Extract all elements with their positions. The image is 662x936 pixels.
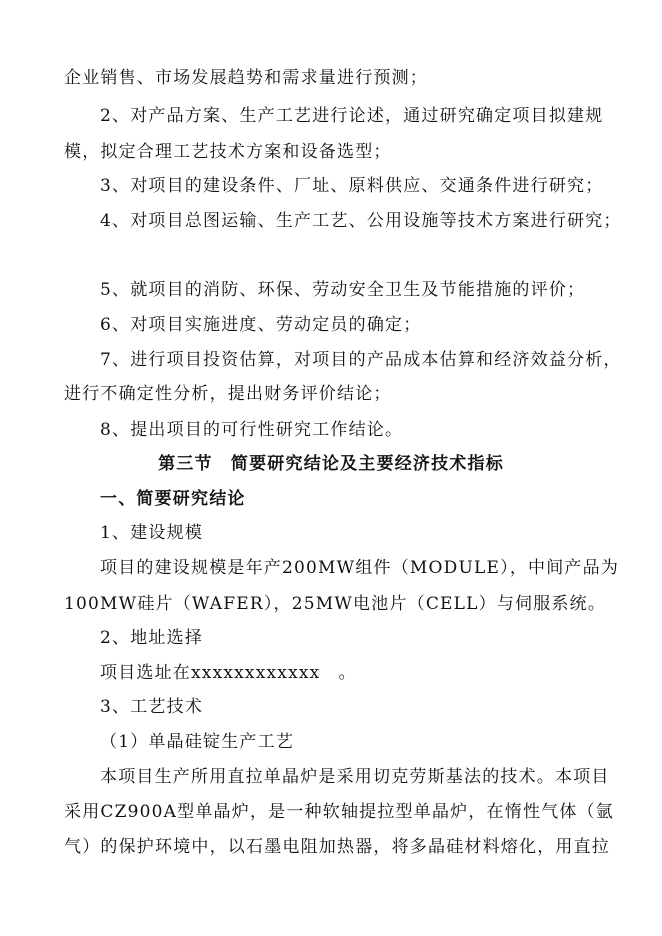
- text-line: 100MW硅片（WAFER），25MW电池片（CELL）与伺服系统。: [64, 594, 607, 614]
- text-line: 3、对项目的建设条件、厂址、原料供应、交通条件进行研究；: [100, 176, 604, 196]
- text-line: 模，拟定合理工艺技术方案和设备选型；: [64, 142, 392, 162]
- text-line: 2、地址选择: [100, 628, 204, 648]
- text-line: 4、对项目总图运输、生产工艺、公用设施等技术方案进行研究；: [100, 211, 622, 231]
- text-line: 8、提出项目的可行性研究工作结论。: [100, 420, 404, 440]
- text-line: 进行不确定性分析，提出财务评价结论；: [64, 384, 392, 404]
- text-line: （1）单晶硅锭生产工艺: [100, 732, 295, 752]
- text-line: 1、建设规模: [100, 523, 204, 543]
- text-line: 项目的建设规模是年产200MW组件（MODULE），中间产品为: [100, 558, 620, 578]
- subsection-title: 一、简要研究结论: [100, 489, 246, 509]
- section-title: 第三节 简要研究结论及主要经济技术指标: [158, 454, 504, 474]
- text-line: 气）的保护环境中，以石墨电阻加热器，将多晶硅材料熔化，用直拉: [64, 837, 610, 857]
- text-line: 7、进行项目投资估算，对项目的产品成本估算和经济效益分析，: [100, 350, 622, 370]
- text-line: 本项目生产所用直拉单晶炉是采用切克劳斯基法的技术。本项目: [100, 767, 610, 787]
- text-line: 6、对项目实施进度、劳动定员的确定；: [100, 315, 422, 335]
- text-line: 采用CZ900A型单晶炉，是一种软轴提拉型单晶炉，在惰性气体（氩: [64, 802, 614, 822]
- text-line: 3、工艺技术: [100, 697, 204, 717]
- text-line: 项目选址在xxxxxxxxxxxx 。: [100, 663, 357, 683]
- text-line: 2、对产品方案、生产工艺进行论述，通过研究确定项目拟建规: [100, 106, 604, 126]
- text-line: 企业销售、市场发展趋势和需求量进行预测；: [64, 68, 428, 88]
- text-line: 5、就项目的消防、环保、劳动安全卫生及节能措施的评价；: [100, 280, 586, 300]
